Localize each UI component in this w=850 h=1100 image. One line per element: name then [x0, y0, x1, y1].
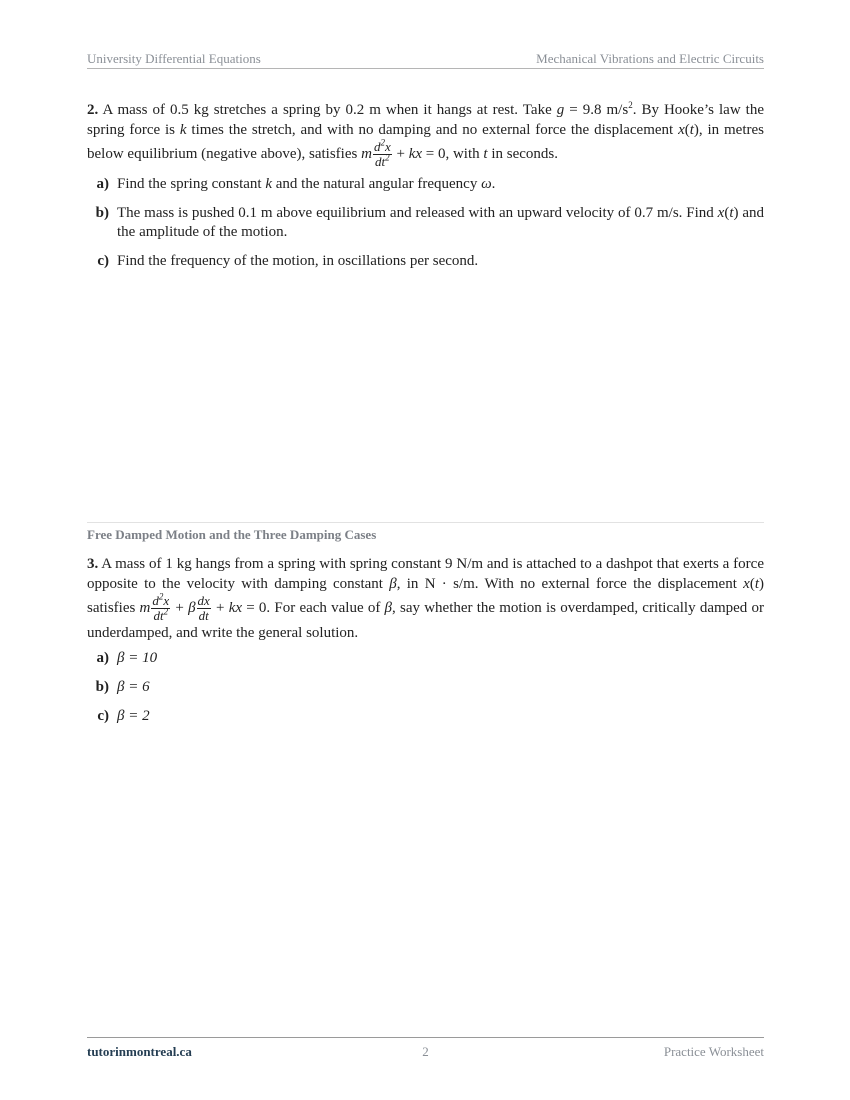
header-chapter-title: Mechanical Vibrations and Electric Circuits: [536, 51, 764, 66]
part-label: c): [97, 708, 109, 724]
problem-2-part-b: [87, 204, 764, 242]
section-title: Free Damped Motion and the Three Damping Cases: [87, 527, 377, 542]
second-derivative-fraction: $\frac{d^2x}{dt^2}$: [373, 137, 391, 169]
problem-3-parts: [87, 649, 764, 726]
page-number: 2: [422, 1044, 429, 1059]
part-text: β = 10: [117, 650, 158, 666]
part-label: a): [96, 650, 109, 666]
part-label: c): [97, 253, 109, 269]
part-text: β = 2: [117, 708, 150, 724]
first-derivative-fraction: $\frac{dx}{dt}$: [197, 593, 210, 623]
problem-2-part-a: a) Find the spring constant k and the natural angular frequency ω.: [87, 175, 764, 194]
footer-doc-type: Practice Worksheet: [663, 1044, 764, 1059]
part-text: The mass is pushed 0.1 m above equilibrium and released with an upward velocity of 0.7 m/s. Find x(t) and the amplitude of the motion.: [117, 205, 764, 240]
part-label: b): [95, 679, 109, 695]
problem-3: [87, 554, 764, 736]
page-header: [87, 50, 764, 69]
problem-2-number: 2.: [87, 102, 99, 118]
header-course-title: University Differential Equations: [87, 51, 261, 66]
page-footer: [87, 1037, 764, 1062]
part-label: a): [96, 176, 109, 192]
second-derivative-fraction: $\frac{d^2x}{dt^2}$: [152, 591, 170, 623]
problem-2-parts: [87, 175, 764, 271]
problem-2: [87, 100, 764, 281]
part-label: b): [95, 205, 109, 221]
problem-3-part-b: [87, 678, 764, 697]
problem-2-part-c: [87, 252, 764, 271]
problem-3-part-c: [87, 707, 764, 726]
part-text: β = 6: [117, 679, 150, 695]
problem-3-number: 3.: [87, 556, 99, 572]
part-text: Find the frequency of the motion, in oscillations per second.: [117, 253, 479, 269]
problem-3-statement: 3. A mass of 1 kg hangs from a spring with spring constant 9 N/m and is attached to a dashpot that exerts a force opposite to the velocity with damping constant β, in N · s/m. With no external force the displacement x(t) satisfies m $\frac{d^2x}{dt^2}$ + β $\frac{dx}{dt}$ + kx = 0. For each value of β, say whether the motion is overdamped, critically damped or underdamped, and write the general solution.: [87, 556, 765, 641]
footer-website: tutorinmontreal.ca: [87, 1044, 192, 1059]
section-divider: [87, 522, 764, 523]
problem-2-statement: 2. A mass of 0.5 kg stretches a spring by 0.2 m when it hangs at rest. Take g = 9.8 $m/s^2$. By Hooke’s law the spring force is k times the stretch, and with no damping and no external force the displacement x(t), in metres below equilibrium (negative above), satisfies m $\frac{d^2x}{dt^2}$ + kx = 0, with t in seconds.: [87, 100, 765, 169]
problem-3-part-a: [87, 649, 764, 668]
